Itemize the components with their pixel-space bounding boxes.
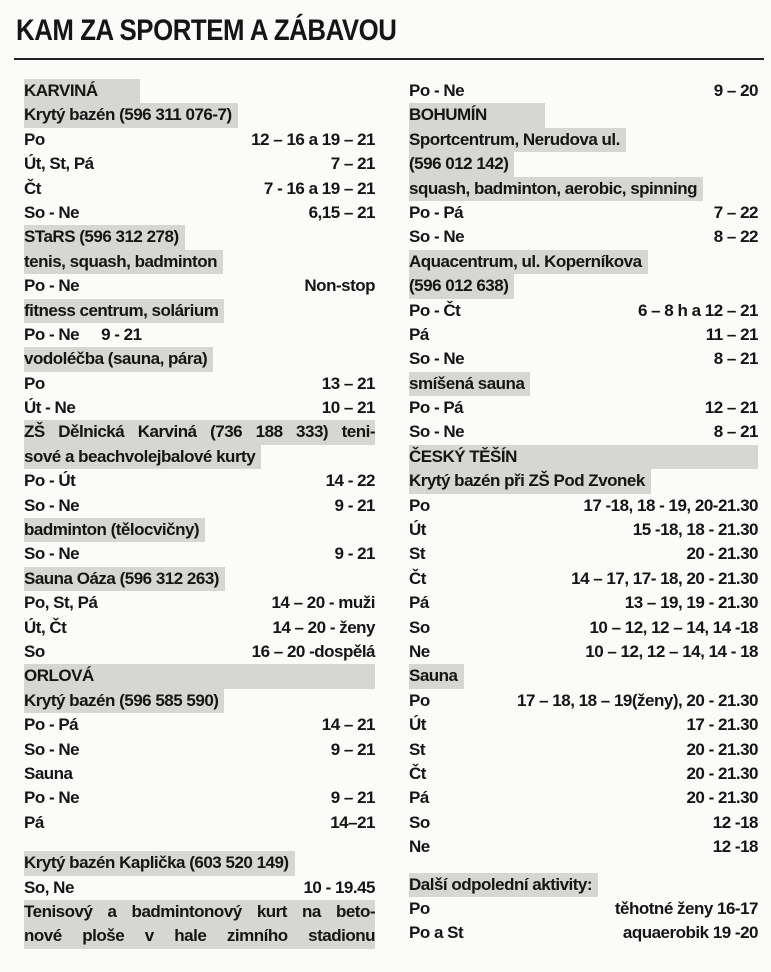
activity-label: tenis, squash, badminton (24, 250, 223, 274)
activity-label: vodoléčba (sauna, pára) (24, 347, 213, 371)
venue-name: Krytý bazén (596 585 590) (24, 689, 224, 713)
schedule-row: So - Ne 8 – 21 (409, 349, 758, 369)
schedule-row: Po - Ne 9 - 21 (24, 324, 142, 344)
left-column (24, 79, 375, 949)
schedule-row: Po - Pá 12 – 21 (409, 398, 758, 418)
schedule-row: Út, St, Pá 7 – 21 (24, 154, 375, 174)
schedule-row: Ne 12 -18 (409, 837, 758, 857)
schedule-row: Pá 14–21 (24, 812, 375, 832)
venue-name: Krytý bazén při ZŠ Pod Zvonek (409, 469, 651, 493)
activity-label: fitness centrum, solárium (24, 299, 224, 323)
schedule-row: Po - Ne Non-stop (24, 276, 375, 296)
schedule-row: So - Ne 6,15 – 21 (24, 202, 375, 222)
schedule-row: Út - Ne 10 – 21 (24, 398, 375, 418)
schedule-row: Čt 14 – 17, 17- 18, 20 - 21.30 (409, 568, 758, 588)
schedule-row: So, Ne 10 - 19.45 (24, 877, 375, 897)
schedule-row: Pá 13 – 19, 19 - 21.30 (409, 593, 758, 613)
schedule-row: So - Ne 9 - 21 (24, 544, 375, 564)
schedule-row: Po 12 – 16 a 19 – 21 (24, 129, 375, 149)
venue-name: Krytý bazén (596 311 076-7) (24, 103, 238, 127)
schedule-row: Po - Pá 14 – 21 (24, 715, 375, 735)
venue-name: Tenisový a badmintonový kurt na beto- (24, 900, 375, 924)
venue-name: nové ploše v hale zimního stadionu (24, 924, 375, 948)
schedule-row: Út 17 - 21.30 (409, 715, 758, 735)
schedule-row: So 10 – 12, 12 – 14, 14 -18 (409, 617, 758, 637)
schedule-row: Čt 7 - 16 a 19 – 21 (24, 178, 375, 198)
venue-phone: (596 012 142) (409, 152, 514, 176)
schedule-row: Čt 20 - 21.30 (409, 763, 758, 783)
section-heading-bohumin: BOHUMÍN (409, 103, 545, 127)
schedule-row: Po 13 – 21 (24, 373, 375, 393)
schedule-row: Pá 20 - 21.30 (409, 788, 758, 808)
schedule-row: Po těhotné ženy 16-17 (409, 898, 758, 918)
venue-name: sové a beachvolejbalové kurty (24, 445, 261, 469)
venue-phone: (596 012 638) (409, 274, 514, 298)
schedule-row: Po - Pá 7 – 22 (409, 202, 758, 222)
page-title: KAM ZA SPORTEM A ZÁBAVOU (16, 14, 397, 47)
schedule-row: Út, Čt 14 – 20 - ženy (24, 617, 375, 637)
activity-label: Sauna (409, 664, 464, 688)
schedule-row: Út 15 -18, 18 - 21.30 (409, 520, 758, 540)
schedule-row: St 20 - 21.30 (409, 739, 758, 759)
section-heading-cesky-tesin: ČESKÝ TĚŠÍN (409, 445, 758, 469)
schedule-row: So - Ne 9 - 21 (24, 495, 375, 515)
section-heading-karvina: KARVINÁ (24, 79, 140, 103)
activity-label: Sauna (24, 763, 73, 783)
venue-name: ZŠ Dělnická Karviná (736 188 333) teni- (24, 420, 375, 444)
schedule-row: Po - Ne 9 – 20 (409, 81, 758, 100)
schedule-row: Po a St aquaerobik 19 -20 (409, 923, 758, 943)
activity-label: smíšená sauna (409, 372, 530, 396)
schedule-row: St 20 - 21.30 (409, 544, 758, 564)
schedule-row: Po 17 – 18, 18 – 19(ženy), 20 - 21.30 (409, 690, 758, 710)
activity-label: badminton (tělocvičny) (24, 518, 205, 542)
venue-name: Sauna Oáza (596 312 263) (24, 567, 225, 591)
schedule-row: Po - Út 14 - 22 (24, 471, 375, 491)
schedule-row: So 16 – 20 -dospělá (24, 641, 375, 661)
venue-name: Sportcentrum, Nerudova ul. (409, 128, 626, 152)
title-rule (14, 58, 764, 60)
activity-heading: Další odpolední aktivity: (409, 873, 598, 897)
schedule-row: So - Ne 8 – 21 (409, 422, 758, 442)
schedule-row: So - Ne 8 – 22 (409, 227, 758, 247)
schedule-row: Po 17 -18, 18 - 19, 20-21.30 (409, 495, 758, 515)
schedule-row: Po - Čt 6 – 8 h a 12 – 21 (409, 300, 758, 320)
activity-label: squash, badminton, aerobic, spinning (409, 177, 703, 201)
schedule-row: Po, St, Pá 14 – 20 - muži (24, 593, 375, 613)
schedule-row: Po - Ne 9 – 21 (24, 788, 375, 808)
section-heading-orlova: ORLOVÁ (24, 664, 375, 688)
schedule-row: So - Ne 9 – 21 (24, 739, 375, 759)
schedule-row: So 12 -18 (409, 812, 758, 832)
venue-name: STaRS (596 312 278) (24, 225, 185, 249)
right-column (409, 79, 758, 946)
schedule-row: Ne 10 – 12, 12 – 14, 14 - 18 (409, 641, 758, 661)
venue-name: Aquacentrum, ul. Koperníkova (409, 250, 648, 274)
schedule-row: Pá 11 – 21 (409, 324, 758, 344)
venue-name: Krytý bazén Kaplička (603 520 149) (24, 851, 295, 875)
